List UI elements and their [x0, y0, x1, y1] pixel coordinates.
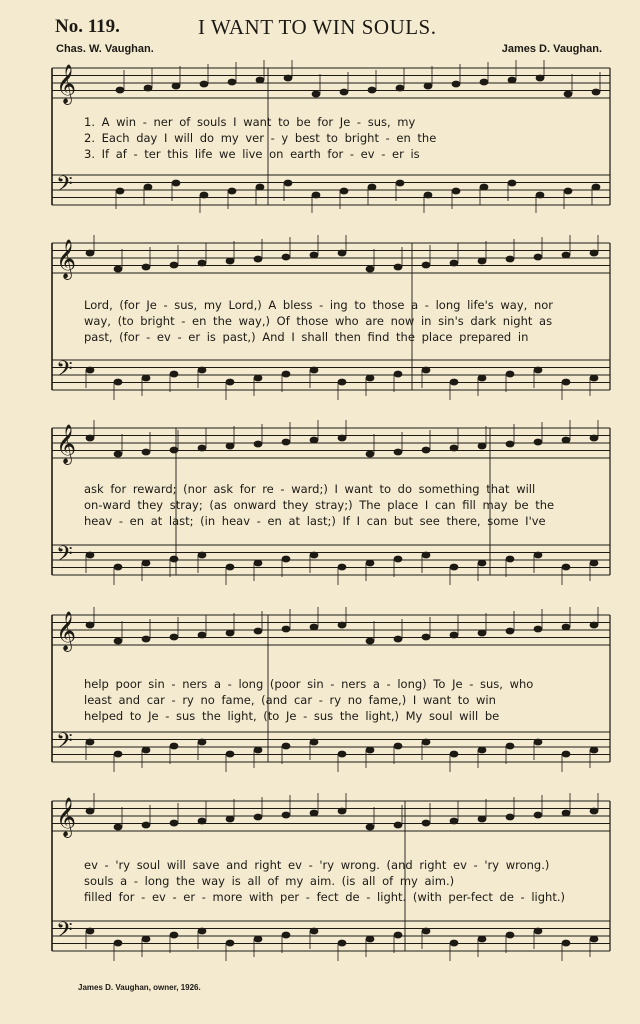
lyric-verse-2: way, (to bright - en the way,) Of those who are now in sin's dark night as [84, 314, 553, 328]
lyric-verse-1: help poor sin - ners a - long (poor sin - ners a - long) To Je - sus, who [84, 677, 534, 691]
svg-text:𝄞: 𝄞 [56, 239, 77, 279]
svg-text:𝄢: 𝄢 [56, 729, 73, 759]
svg-text:𝄢: 𝄢 [56, 357, 73, 387]
lyric-verse-1: 1. A win - ner of souls I want to be for Je - sus, my [84, 115, 416, 129]
lyric-verse-1: ev - 'ry soul will save and right ev - 'ry wrong. (and right ev - 'ry wrong.) [84, 858, 550, 872]
lyric-verse-2: on-ward they stray; (as onward they stray;) The place I can fill may be the [84, 498, 555, 512]
svg-text:𝄢: 𝄢 [56, 172, 73, 202]
composer-credit: James D. Vaughan. [501, 43, 602, 55]
lyric-verse-2: 2. Each day I will do my ver - y best to bright - en the [84, 131, 437, 145]
lyric-verse-1: Lord, (for Je - sus, my Lord,) A bless - ing to those a - long life's way, nor [84, 298, 554, 312]
svg-text:𝄢: 𝄢 [56, 918, 73, 948]
svg-text:𝄢: 𝄢 [56, 542, 73, 572]
staff-graphics [0, 607, 640, 777]
music-system-3 [0, 420, 640, 590]
music-system-4 [0, 607, 640, 777]
svg-text:𝄞: 𝄞 [56, 424, 77, 464]
svg-text:𝄞: 𝄞 [56, 64, 77, 104]
music-system-2 [0, 235, 640, 405]
lyricist-credit: Chas. W. Vaughan. [56, 43, 154, 55]
music-system-5 [0, 793, 640, 973]
lyric-verse-3: heav - en at last; (in heav - en at last;) If I can but see there, some I've [84, 514, 546, 528]
lyric-verse-1: ask for reward; (nor ask for re - ward;) I want to do something that will [84, 482, 536, 496]
copyright-footer: James D. Vaughan, owner, 1926. [78, 983, 201, 992]
lyric-verse-2: least and car - ry no fame, (and car - ry no fame,) I want to win [84, 693, 496, 707]
hymn-number: No. 119. [55, 16, 120, 37]
lyric-verse-2: souls a - long the way is all of my aim. (is all of my aim.) [84, 874, 455, 888]
hymn-title: I WANT TO WIN SOULS. [198, 15, 437, 39]
lyric-verse-3: 3. If af - ter this life we live on earth for - ev - er is [84, 147, 420, 161]
lyric-verse-3: filled for - ev - er - more with per - fect de - light. (with per-fect de - light.) [84, 890, 565, 904]
music-system-1 [0, 60, 640, 220]
lyric-verse-3: helped to Je - sus the light, (to Je - sus the light,) My soul will be [84, 709, 500, 723]
svg-text:𝄞: 𝄞 [56, 611, 77, 651]
svg-text:𝄞: 𝄞 [56, 797, 77, 837]
lyric-verse-3: past, (for - ev - er is past,) And I shall then find the place prepared in [84, 330, 529, 344]
